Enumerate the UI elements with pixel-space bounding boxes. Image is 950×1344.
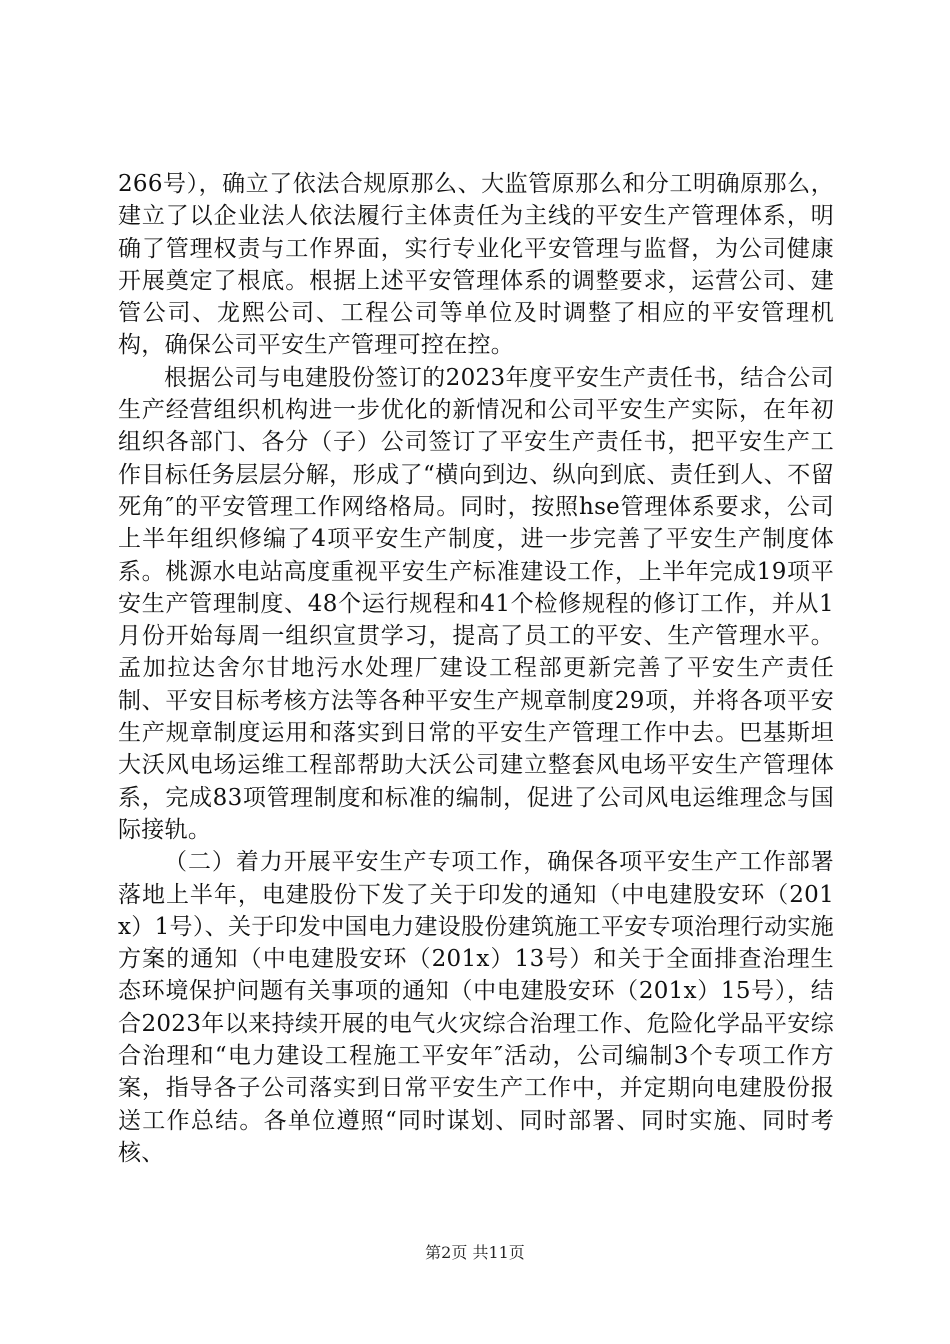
page-footer: 第2页 共11页 [425, 1243, 525, 1262]
paragraph-continued: 266号），确立了依法合规原那么、大监管原那么和分工明确原那么，建立了以企业法人依法履行主体责任为主线的平安生产管理体系，明确了管理权责与工作界面，实行专业化平安管理与监督，为公司健康开展奠定了根底。根据上述平安管理体系的调整要求，运营公司、建管公司、龙熙公司、工程公司等单位及时调整了相应的平安管理机构，确保公司平安生产管理可控在控。 [118, 171, 834, 359]
document-body [118, 168, 834, 1169]
paragraph-responsibility: 根据公司与电建股份签订的2023年度平安生产责任书，结合公司生产经营组织机构进一步优化的新情况和公司平安生产实际，在年初组织各部门、各分（子）公司签订了平安生产责任书，把平安生产工作目标任务层层分解，形成了“横向到边、纵向到底、责任到人、不留死角″的平安管理工作网络格局。同时，按照hse管理体系要求，公司上半年组织修编了4项平安生产制度，进一步完善了平安生产制度体系。桃源水电站高度重视平安生产标准建设工作，上半年完成19项平安生产管理制度、48个运行规程和41个检修规程的修订工作，并从1月份开始每周一组织宣贯学习，提高了员工的平安、生产管理水平。孟加拉达舍尔甘地污水处理厂建设工程部更新完善了平安生产责任制、平安目标考核方法等各种平安生产规章制度29项，并将各项平安生产规章制度运用和落实到日常的平安生产管理工作中去。巴基斯坦大沃风电场运维工程部帮助大沃公司建立整套风电场平安生产管理体系，完成83项管理制度和标准的编制，促进了公司风电运维理念与国际接轨。 [118, 364, 834, 843]
paragraph-special-work: （二）着力开展平安生产专项工作，确保各项平安生产工作部署落地上半年，电建股份下发了关于印发的通知（中电建股安环（201x）1号）、关于印发中国电力建设股份建筑施工平安专项治理行动实施方案的通知（中电建股安环（201x）13号）和关于全面排查治理生态环境保护问题有关事项的通知（中电建股安环（201x）15号），结合2023年以来持续开展的电气火灾综合治理工作、危险化学品平安综合治理和“电力建设工程施工平安年″活动，公司编制3个专项工作方案，指导各子公司落实到日常平安生产工作中，并定期向电建股份报送工作总结。各单位遵照“同时谋划、同时部署、同时实施、同时考核、 [118, 849, 834, 1166]
